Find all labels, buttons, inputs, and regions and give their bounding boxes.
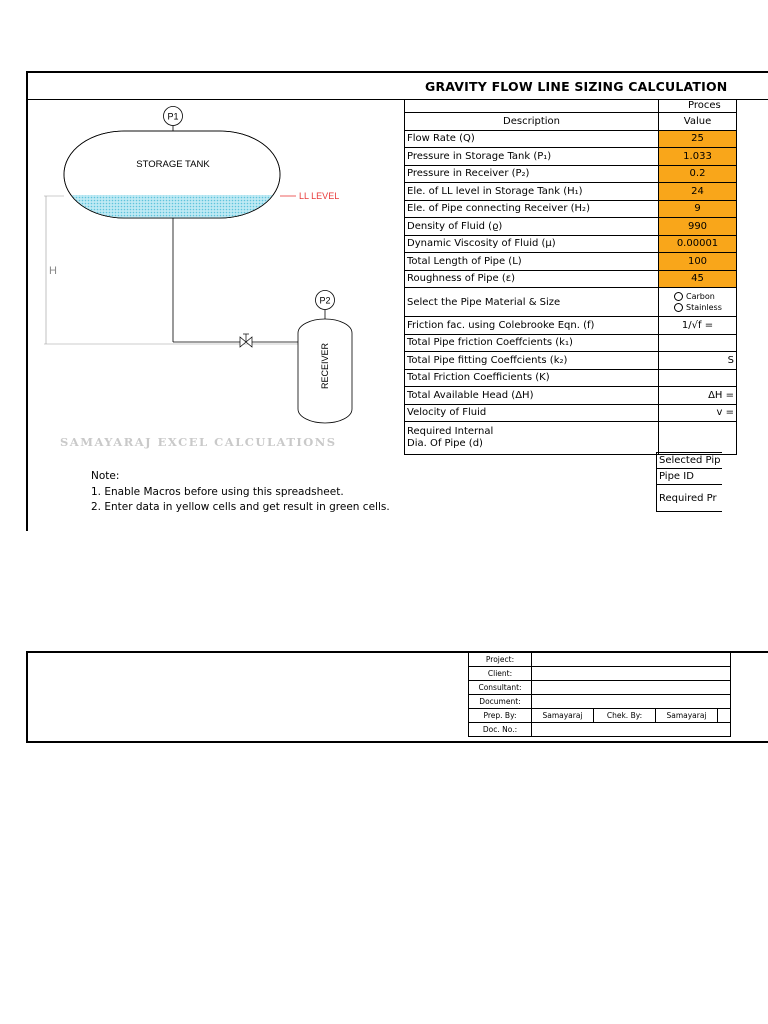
viscosity-input[interactable]: 0.00001 — [659, 235, 737, 253]
header-description: Description — [405, 113, 659, 131]
project-field[interactable] — [532, 653, 731, 667]
document-field[interactable] — [532, 695, 731, 709]
valve-icon — [240, 334, 252, 347]
client-label: Client: — [469, 667, 532, 681]
row-label: Roughness of Pipe (ε) — [405, 270, 659, 288]
k1-cell — [659, 334, 737, 352]
watermark: SAMAYARAJ EXCEL CALCULATIONS — [60, 435, 337, 449]
title-block-table — [468, 652, 731, 737]
material-selector — [659, 288, 737, 317]
row-label: Ele. of Pipe connecting Receiver (H₂) — [405, 200, 659, 218]
length-input[interactable]: 100 — [659, 253, 737, 271]
row-label: Total Pipe friction Coeffcients (k₁) — [405, 334, 659, 352]
note-line-1: 1. Enable Macros before using this spreadsheet. — [91, 485, 344, 498]
p2-input[interactable]: 0.2 — [659, 165, 737, 183]
row-label: Total Friction Coefficients (K) — [405, 369, 659, 387]
h1-input[interactable]: 24 — [659, 183, 737, 201]
chek-by-label: Chek. By: — [594, 709, 656, 723]
row-label: Ele. of LL level in Storage Tank (H₁) — [405, 183, 659, 201]
notes-heading: Note: — [91, 470, 120, 482]
liquid-level-fill — [60, 195, 284, 220]
row-label: Density of Fluid (ϱ) — [405, 218, 659, 236]
pipe-id-label: Pipe ID — [657, 469, 723, 485]
k-cell — [659, 369, 737, 387]
p1-label: P1 — [167, 111, 179, 122]
row-label: Total Length of Pipe (L) — [405, 253, 659, 271]
h2-input[interactable]: 9 — [659, 200, 737, 218]
header-value: Value — [659, 113, 737, 131]
required-pressure-label: Required Pr — [657, 485, 723, 512]
process-header: Proces — [688, 100, 721, 111]
p1-input[interactable]: 1.033 — [659, 148, 737, 166]
radio-icon[interactable] — [674, 292, 683, 301]
friction-factor-cell: 1/√f = — [659, 317, 737, 335]
chek-by-name[interactable]: Samayaraj — [656, 709, 718, 723]
project-label: Project: — [469, 653, 532, 667]
ll-level-label: LL LEVEL — [299, 191, 340, 201]
radio-icon[interactable] — [674, 303, 683, 312]
receiver-label: RECEIVER — [320, 342, 330, 390]
head-cell: ΔH = — [659, 387, 737, 405]
storage-tank-label: STORAGE TANK — [136, 159, 210, 170]
row-label: Pressure in Receiver (P₂) — [405, 165, 659, 183]
consultant-label: Consultant: — [469, 681, 532, 695]
row-label: Total Pipe fitting Coeffcients (k₂) — [405, 352, 659, 370]
selected-pipe-label: Selected Pip — [657, 453, 723, 469]
roughness-input[interactable]: 45 — [659, 270, 737, 288]
carbon-radio[interactable]: Carbon — [674, 291, 734, 302]
prep-by-label: Prep. By: — [469, 709, 532, 723]
consultant-field[interactable] — [532, 681, 731, 695]
p2-label: P2 — [319, 295, 331, 306]
notes — [91, 469, 390, 516]
flow-rate-input[interactable]: 25 — [659, 130, 737, 148]
doc-no-field[interactable] — [532, 723, 731, 737]
row-label: Dynamic Viscosity of Fluid (μ) — [405, 235, 659, 253]
row-label: Select the Pipe Material & Size — [405, 288, 659, 317]
client-field[interactable] — [532, 667, 731, 681]
document-label: Document: — [469, 695, 532, 709]
row-label: Flow Rate (Q) — [405, 130, 659, 148]
row-label: Friction fac. using Colebrooke Eqn. (f) — [405, 317, 659, 335]
selected-pipe-table — [656, 452, 722, 512]
calculation-table — [404, 99, 737, 455]
velocity-cell: v = — [659, 404, 737, 422]
density-input[interactable]: 990 — [659, 218, 737, 236]
note-line-2: 2. Enter data in yellow cells and get result in green cells. — [91, 501, 390, 513]
k2-cell: S — [659, 352, 737, 370]
diameter-cell — [659, 422, 737, 455]
process-diagram — [30, 100, 402, 430]
height-label: H — [49, 265, 57, 277]
stainless-radio[interactable]: Stainless — [674, 302, 734, 313]
row-label: Velocity of Fluid — [405, 404, 659, 422]
row-label: Pressure in Storage Tank (P₁) — [405, 148, 659, 166]
prep-by-name[interactable]: Samayaraj — [532, 709, 594, 723]
doc-no-label: Doc. No.: — [469, 723, 532, 737]
row-label: Required Internal Dia. Of Pipe (d) — [405, 422, 659, 455]
row-label: Total Available Head (ΔH) — [405, 387, 659, 405]
page-title: GRAVITY FLOW LINE SIZING CALCULATION — [425, 79, 728, 94]
